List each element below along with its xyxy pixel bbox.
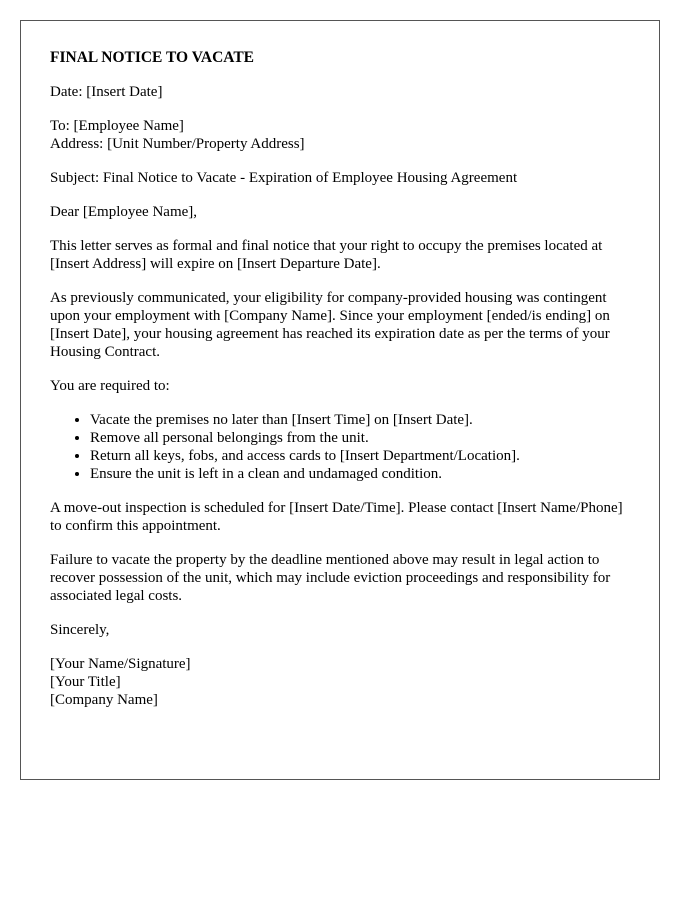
salutation: Dear [Employee Name], bbox=[50, 204, 198, 220]
signature-block bbox=[50, 655, 635, 709]
recipient-address-line: Address: [Unit Number/Property Address] bbox=[50, 136, 305, 152]
notice-paragraph: This letter serves as formal and final notice that your right to occupy the premises located at [Insert Address] will expire on [Insert Departure Date]. bbox=[50, 238, 603, 272]
requirements-intro: You are required to: bbox=[50, 378, 170, 394]
requirement-item: • Vacate the premises no later than [Insert Time] on [Insert Date]. bbox=[90, 411, 635, 429]
letter-title: FINAL NOTICE TO VACATE bbox=[50, 49, 255, 66]
eligibility-paragraph: As previously communicated, your eligibility for company-provided housing was contingent upon your employment with [Company Name]. Since your employment [ended/is ending] on [Insert Date], your housing agreement has reached its expiration date as per the terms of your Housing Contract. bbox=[50, 290, 610, 360]
closing: Sincerely, bbox=[50, 622, 110, 638]
requirement-item: • Remove all personal belongings from the unit. bbox=[90, 429, 635, 447]
signature-name: [Your Name/Signature] bbox=[50, 656, 191, 672]
consequences-paragraph: Failure to vacate the property by the deadline mentioned above may result in legal action to recover possession of the unit, which may include eviction proceedings and responsibility for associated legal costs. bbox=[50, 552, 611, 604]
subject-line: Subject: Final Notice to Vacate - Expiration of Employee Housing Agreement bbox=[50, 170, 518, 186]
letter-page bbox=[20, 20, 660, 780]
inspection-paragraph: A move-out inspection is scheduled for [Insert Date/Time]. Please contact [Insert Name/Phone] to confirm this appointment. bbox=[50, 500, 623, 534]
recipient-block bbox=[50, 117, 635, 153]
letter-body bbox=[50, 49, 635, 725]
recipient-name-line: To: [Employee Name] bbox=[50, 118, 184, 134]
signature-title: [Your Title] bbox=[50, 674, 121, 690]
date-line: Date: [Insert Date] bbox=[50, 84, 163, 100]
requirement-item: • Ensure the unit is left in a clean and undamaged condition. bbox=[90, 465, 635, 483]
requirement-item: • Return all keys, fobs, and access cards to [Insert Department/Location]. bbox=[90, 447, 635, 465]
signature-company: [Company Name] bbox=[50, 692, 158, 708]
requirements-list bbox=[50, 411, 635, 483]
